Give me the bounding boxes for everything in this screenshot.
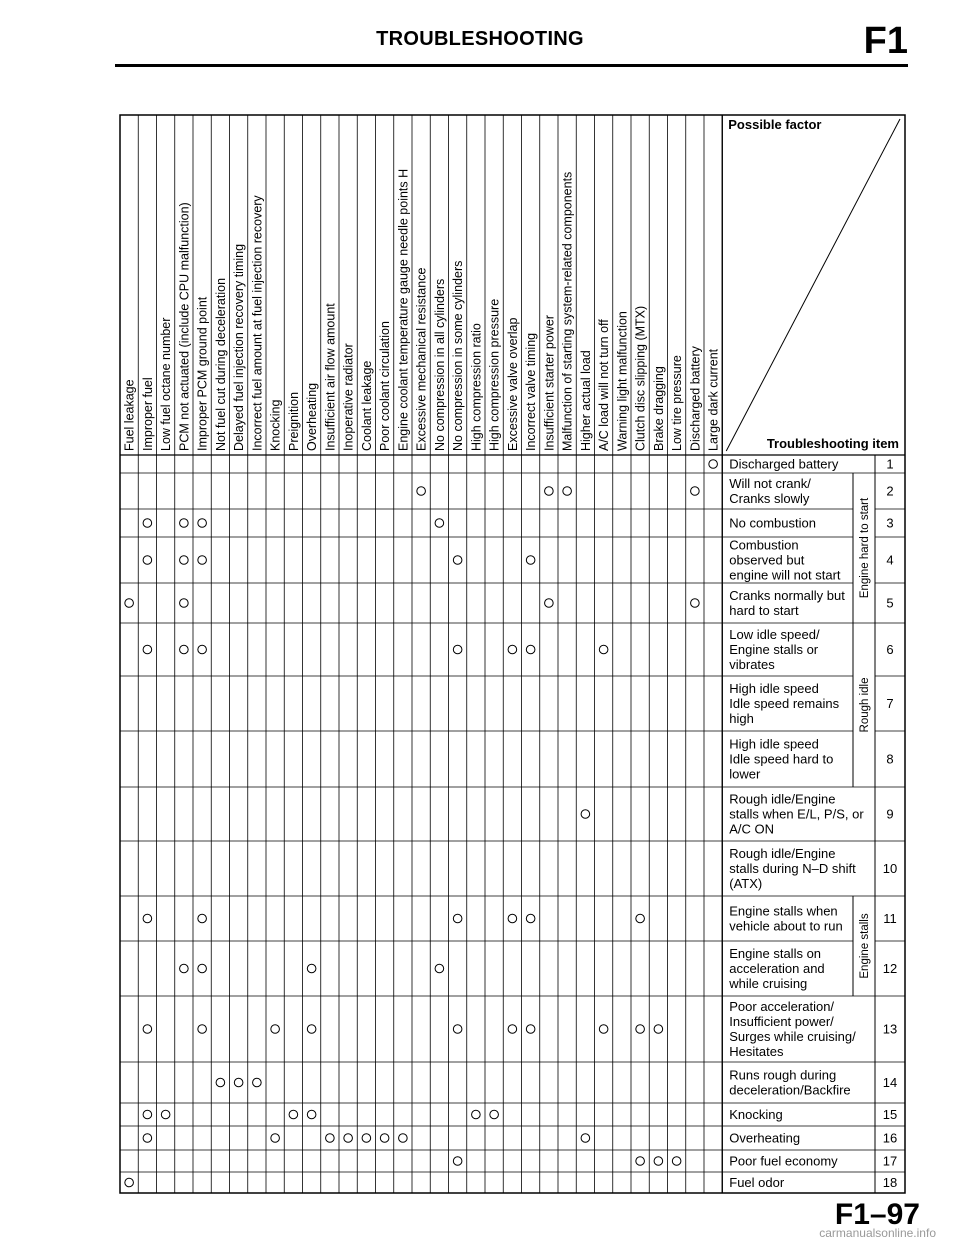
item-number: 10: [882, 861, 898, 876]
factor-mark: [691, 599, 700, 608]
factor-label: Engine coolant temperature gauge needle points H: [396, 168, 411, 451]
item-number: 18: [882, 1175, 898, 1190]
factor-mark: [691, 487, 700, 496]
factor-mark: [672, 1157, 681, 1166]
item-numbers: [883, 457, 897, 1191]
item-number: 12: [882, 961, 898, 976]
item-number: 7: [886, 696, 894, 711]
factor-mark: [636, 1157, 645, 1166]
factor-label: Warning light malfunction: [615, 311, 630, 451]
factor-label: Incorrect valve timing: [524, 332, 539, 451]
item-label: Fuel odor: [729, 1175, 785, 1190]
item-number: 9: [886, 806, 894, 822]
factor-mark: [307, 1025, 316, 1034]
factor-mark: [326, 1134, 335, 1143]
item-label: Engine stalls on acceleration and while cruising: [729, 946, 825, 991]
item-label: Engine stalls when vehicle about to run: [729, 903, 843, 934]
item-number: 6: [886, 642, 894, 657]
factor-mark: [654, 1157, 663, 1166]
factor-label: Low tire pressure: [670, 355, 685, 451]
factor-mark: [526, 914, 535, 923]
factor-label: A/C load will not turn off: [597, 319, 612, 451]
factor-mark: [143, 1134, 152, 1143]
factor-mark: [143, 556, 152, 565]
factor-mark: [581, 1134, 590, 1143]
item-label: Rough idle/Engine stalls during N–D shift (ATX): [729, 846, 856, 891]
factor-label: PCM not actuated (include CPU malfunction): [177, 202, 192, 451]
factor-mark: [180, 556, 189, 565]
factor-mark: [453, 914, 462, 923]
item-number: 11: [883, 911, 897, 926]
factor-label: No compression in some cylinders: [451, 260, 466, 451]
item-label: Low idle speed/ Engine stalls or vibrates: [729, 627, 820, 672]
factor-mark: [599, 1025, 608, 1034]
item-number: 13: [882, 1021, 898, 1037]
section-code: F1: [863, 20, 908, 62]
factor-label: Improper PCM ground point: [195, 296, 210, 451]
item-number: 17: [882, 1153, 898, 1169]
factor-mark: [453, 1157, 462, 1166]
factor-mark: [545, 599, 554, 608]
item-label: Will not crank/ Cranks slowly: [729, 476, 811, 506]
item-label: Rough idle/Engine stalls when E/L, P/S, or A/C ON: [729, 791, 864, 837]
factor-mark: [490, 1110, 499, 1119]
item-label: Overheating: [729, 1130, 801, 1146]
factor-mark: [143, 645, 152, 654]
factor-label: Poor coolant circulation: [378, 321, 393, 451]
factor-label: Overheating: [305, 382, 320, 451]
factor-mark: [453, 1025, 462, 1034]
factor-label: Improper fuel: [140, 377, 155, 451]
factor-label: Brake dragging: [651, 366, 666, 451]
factor-label: High compression ratio: [469, 323, 484, 451]
factor-label: Incorrect fuel amount at fuel injection recovery: [250, 195, 265, 451]
factor-label: Fuel leakage: [122, 379, 137, 451]
factor-mark: [344, 1134, 353, 1143]
factor-mark: [198, 964, 207, 973]
factor-marks: [125, 460, 718, 1187]
factor-label: Inoperative radiator: [341, 343, 356, 451]
factor-label: Knocking: [268, 399, 283, 451]
item-number: 5: [886, 595, 894, 611]
item-number: 14: [882, 1075, 898, 1090]
item-number: 1: [886, 456, 894, 472]
factor-mark: [161, 1110, 170, 1119]
factor-mark: [453, 645, 462, 654]
factor-mark: [508, 645, 517, 654]
possible-factor-label: Possible factor: [728, 117, 822, 132]
factor-mark: [399, 1134, 408, 1143]
troubleshooting-item-label: Troubleshooting item: [766, 436, 899, 451]
factor-label: Insufficient starter power: [542, 315, 557, 451]
factor-mark: [508, 1025, 517, 1034]
factor-mark: [289, 1110, 298, 1119]
factor-mark: [125, 1178, 134, 1187]
item-label: High idle speed Idle speed hard to lower: [729, 736, 834, 782]
item-label: Discharged battery: [729, 456, 839, 472]
factor-mark: [271, 1134, 280, 1143]
factor-mark: [581, 810, 590, 819]
factor-mark: [307, 964, 316, 973]
item-label: High idle speed Idle speed remains high: [729, 681, 840, 726]
factor-mark: [198, 519, 207, 528]
corner-header: [726, 117, 900, 451]
factor-mark: [526, 645, 535, 654]
factor-label: Large dark current: [706, 348, 721, 451]
factor-mark: [563, 487, 572, 496]
factor-mark: [143, 1110, 152, 1119]
factor-label: Discharged battery: [688, 346, 703, 451]
factor-mark: [526, 556, 535, 565]
factor-label: Clutch disc slipping (MTX): [633, 305, 648, 451]
factor-label: Higher actual load: [578, 350, 593, 451]
factor-mark: [545, 487, 554, 496]
item-label: Poor acceleration/ Insufficient power/ Surges while cruising/ Hesitates: [729, 999, 856, 1059]
watermark: carmanualsonline.info: [819, 1226, 936, 1240]
factor-mark: [143, 519, 152, 528]
item-label: Poor fuel economy: [729, 1153, 838, 1169]
factor-mark: [198, 914, 207, 923]
item-label: Cranks normally but hard to start: [729, 588, 845, 618]
factor-mark: [198, 1025, 207, 1034]
corner-diagonal: [726, 119, 900, 451]
item-number: 16: [882, 1130, 898, 1146]
item-number: 15: [882, 1107, 898, 1122]
factor-label: Malfunction of starting system-related components: [560, 171, 575, 451]
factor-label: Excessive valve overlap: [505, 317, 520, 451]
factor-mark: [180, 599, 189, 608]
factor-label: Insufficient air flow amount: [323, 303, 338, 451]
item-labels: [728, 457, 864, 1191]
factor-mark: [435, 964, 444, 973]
factor-label: Low fuel octane number: [159, 317, 174, 451]
item-label: Knocking: [729, 1107, 783, 1122]
factor-label: Excessive mechanical resistance: [414, 267, 429, 451]
factor-mark: [180, 519, 189, 528]
factor-mark: [380, 1134, 389, 1143]
item-label: Combustion observed but engine will not start: [729, 537, 841, 583]
factor-mark: [198, 556, 207, 565]
group-label: Engine stalls: [859, 913, 871, 979]
factor-mark: [198, 645, 207, 654]
factor-mark: [234, 1078, 243, 1087]
factor-mark: [362, 1134, 371, 1143]
factor-mark: [180, 964, 189, 973]
group-labels: [859, 497, 871, 979]
factor-mark: [472, 1110, 481, 1119]
factor-label: Not fuel cut during deceleration: [213, 277, 228, 451]
item-number: 2: [886, 483, 894, 499]
factor-mark: [709, 460, 718, 469]
factor-mark: [654, 1025, 663, 1034]
item-number: 8: [886, 751, 894, 767]
factor-mark: [180, 645, 189, 654]
factor-mark: [143, 1025, 152, 1034]
factor-mark: [636, 914, 645, 923]
item-label: Runs rough during deceleration/Backfire: [729, 1067, 851, 1098]
page-number: F1–97: [834, 1198, 920, 1231]
factor-mark: [526, 1025, 535, 1034]
factor-mark: [125, 599, 134, 608]
factor-mark: [143, 914, 152, 923]
factor-mark: [508, 914, 517, 923]
item-number: 4: [886, 552, 894, 568]
group-label: Rough idle: [859, 677, 871, 733]
factor-mark: [636, 1025, 645, 1034]
factor-mark: [417, 487, 426, 496]
group-label: Engine hard to start: [859, 497, 871, 599]
factor-mark: [599, 645, 608, 654]
factor-mark: [271, 1025, 280, 1034]
item-number: 3: [886, 515, 894, 531]
factor-mark: [453, 556, 462, 565]
factor-label: High compression pressure: [487, 298, 502, 451]
factor-mark: [435, 519, 444, 528]
factor-label: Preignition: [286, 391, 301, 451]
factor-mark: [307, 1110, 316, 1119]
factor-mark: [253, 1078, 262, 1087]
item-label: No combustion: [729, 515, 816, 531]
page-title: TROUBLESHOOTING: [376, 28, 584, 50]
factor-label: Delayed fuel injection recovery timing: [232, 243, 247, 451]
factor-label: No compression in all cylinders: [432, 278, 447, 451]
factor-mark: [216, 1078, 225, 1087]
factor-label: Coolant leakage: [359, 360, 374, 451]
